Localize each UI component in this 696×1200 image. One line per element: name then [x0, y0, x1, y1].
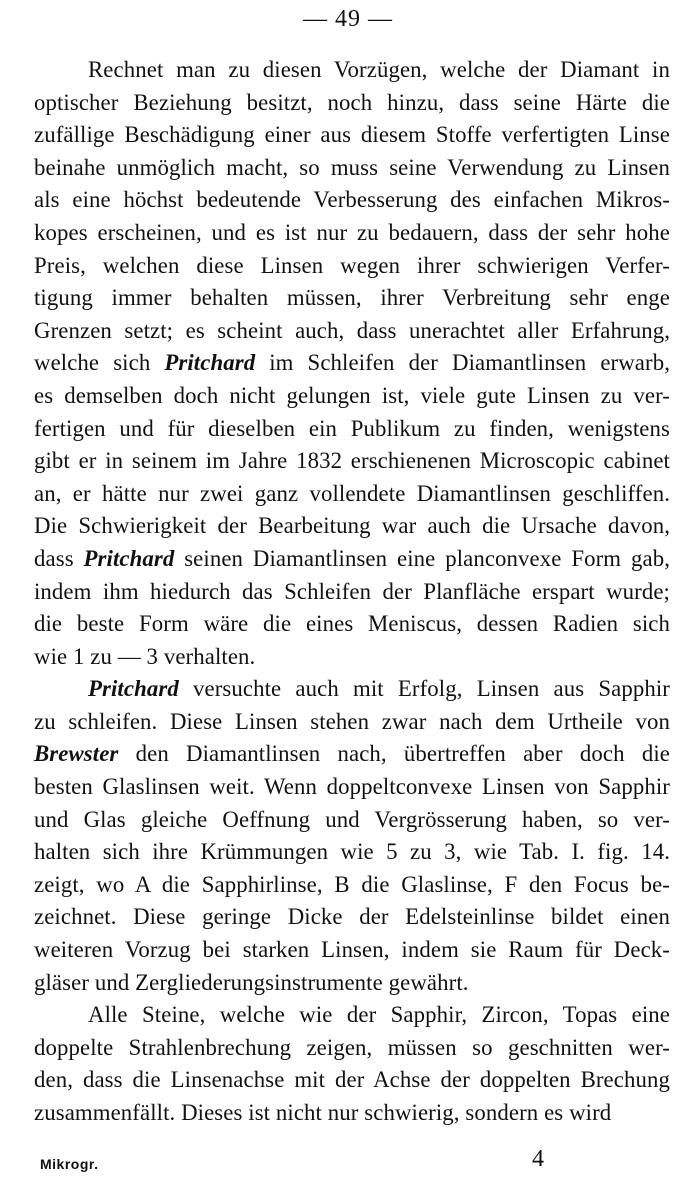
text-line: den, dass die Linsenachse mit der Achse der doppelten Brechung: [34, 1067, 670, 1093]
text-line: besten Glaslinsen weit. Wenn doppeltconvexe Linsen von Sapphir: [34, 774, 670, 800]
text-line: Die Schwierigkeit der Bearbeitung war auch die Ursache davon,: [34, 513, 670, 539]
text-line: wie 1 zu — 3 verhalten.: [34, 643, 256, 669]
text-line: kopes erscheinen, und es ist nur zu bedauern, dass der sehr hohe: [34, 219, 670, 245]
text-line: die beste Form wäre die eines Meniscus, dessen Radien sich: [34, 611, 670, 637]
text-line: doppelte Strahlenbrechung zeigen, müssen so geschnitten wer-: [34, 1034, 670, 1060]
text-line: Rechnet man zu diesen Vorzügen, welche der Diamant in: [88, 57, 670, 82]
text-line: welche sich Pritchard im Schleifen der Diamantlinsen erwarb,: [34, 350, 671, 376]
text-line: beinahe unmöglich macht, so muss seine Verwendung zu Linsen: [34, 154, 670, 180]
person-name: Pritchard: [83, 545, 175, 571]
text-line: gläser und Zergliederungsinstrumente gewährt.: [34, 969, 469, 995]
text-line: gibt er in seinem im Jahre 1832 erschienenen Microscopic cabinet: [34, 448, 670, 474]
paragraph: [34, 999, 670, 1129]
text-line: tigung immer behalten müssen, ihrer Verbreitung sehr enge: [34, 285, 670, 311]
signature-mark: Mikrogr.: [40, 1156, 99, 1172]
person-name: Pritchard: [164, 350, 256, 376]
text-line: Alle Steine, welche wie der Sapphir, Zircon, Topas eine: [88, 1002, 670, 1028]
page-number-header: — 49 —: [303, 6, 393, 32]
text-line: zeichnet. Diese geringe Dicke der Edelsteinlinse bildet einen: [34, 904, 670, 930]
text-line: zusammenfällt. Dieses ist nicht nur schwierig, sondern es wird: [34, 1100, 612, 1125]
text-line: zu schleifen. Diese Linsen stehen zwar nach dem Urtheile von: [34, 708, 670, 734]
paragraph: [34, 54, 670, 673]
text-line: zeigt, wo A die Sapphirlinse, B die Glaslinse, F den Focus be-: [34, 871, 670, 897]
text-line: Grenzen setzt; es scheint auch, dass unerachtet aller Erfahrung,: [34, 317, 670, 343]
text-line: weiteren Vorzug bei starken Linsen, indem sie Raum für Deck-: [34, 937, 670, 963]
text-line: Pritchard versuchte auch mit Erfolg, Linsen aus Sapphir: [88, 676, 670, 702]
person-name: Brewster: [34, 741, 119, 767]
text-line: Brewster den Diamantlinsen nach, übertreffen aber doch die: [34, 741, 670, 767]
text-line: an, er hätte nur zwei ganz vollendete Diamantlinsen geschliffen.: [34, 480, 670, 506]
body-text: [34, 54, 670, 1130]
text-line: zufällige Beschädigung einer aus diesem Stoffe verfertigten Linse: [34, 122, 670, 148]
person-name: Pritchard: [88, 676, 179, 702]
paragraph: [34, 673, 670, 999]
text-line: halten sich ihre Krümmungen wie 5 zu 3, wie Tab. I. fig. 14.: [34, 839, 670, 865]
text-line: fertigen und für dieselben ein Publikum zu finden, wenigstens: [34, 415, 670, 441]
text-line: Preis, welchen diese Linsen wegen ihrer schwierigen Verfer-: [34, 252, 670, 278]
text-line: und Glas gleiche Oeffnung und Vergrösserung haben, so ver-: [34, 806, 670, 832]
text-line: es demselben doch nicht gelungen ist, viele gute Linsen zu ver-: [34, 382, 670, 408]
sheet-number: 4: [532, 1146, 544, 1172]
text-line: dass Pritchard seinen Diamantlinsen eine planconvexe Form gab,: [34, 545, 670, 571]
text-line: indem ihm hiedurch das Schleifen der Planfläche erspart wurde;: [34, 578, 670, 604]
text-line: als eine höchst bedeutende Verbesserung des einfachen Mikros-: [34, 187, 670, 213]
text-line: optischer Beziehung besitzt, noch hinzu, dass seine Härte die: [34, 89, 670, 115]
